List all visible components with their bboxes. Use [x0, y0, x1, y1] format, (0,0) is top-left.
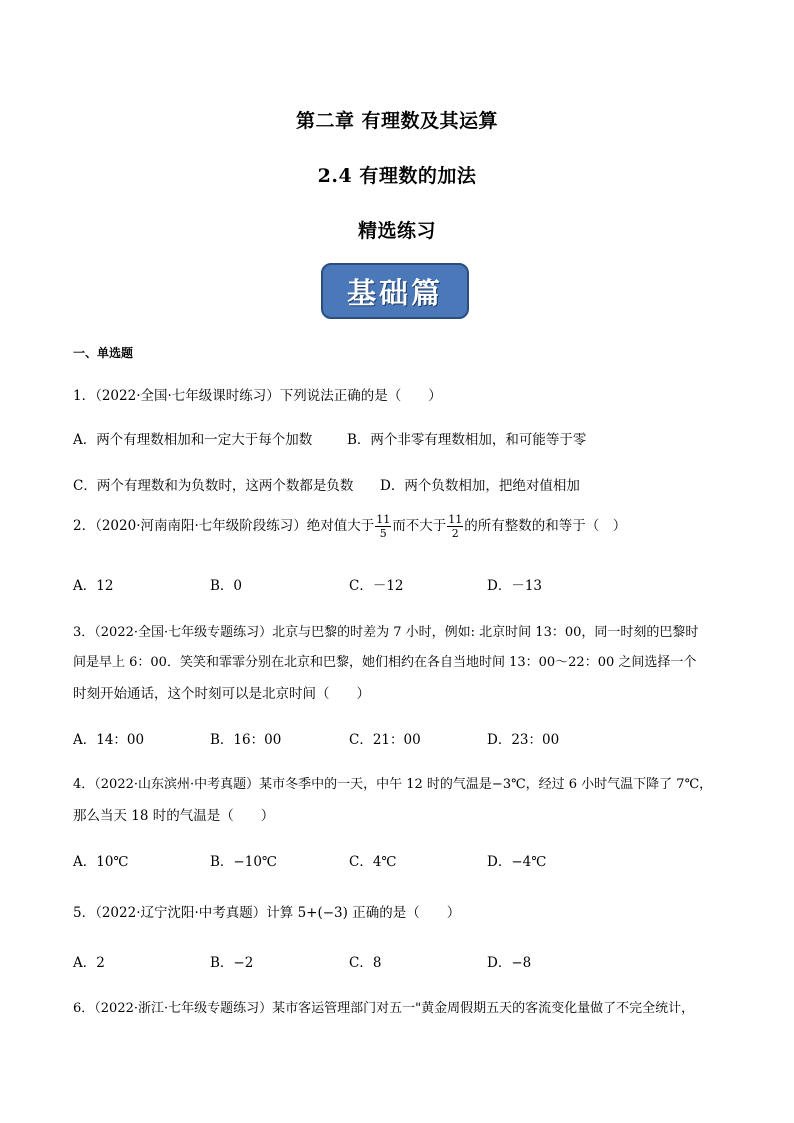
question-1-option-c: C．两个有理数和为负数时，这两个数都是负数: [73, 478, 354, 494]
fraction-denominator: 5: [379, 527, 387, 540]
question-2-option-c: C．－12: [349, 578, 404, 594]
question-3-option-b: B．16：00: [210, 732, 282, 748]
section-title: 2.4 有理数的加法: [317, 165, 477, 187]
question-5-option-b: B．−2: [210, 955, 254, 971]
question-3-option-c: C．21：00: [349, 732, 421, 748]
question-1-option-a: A．两个有理数相加和一定大于每个加数: [73, 432, 313, 448]
badge-label: 基础篇: [346, 275, 443, 310]
question-2-option-d: D．－13: [487, 578, 543, 594]
question-3-line-3: 时刻开始通话，这个时刻可以是北京时间（ ）: [73, 686, 370, 702]
question-2-option-a: A．12: [73, 578, 114, 594]
question-3-line-1: 3．（2022·全国·七年级专题练习）北京与巴黎的时差为 7 小时，例如: 北京时间 13：00，同一时刻的巴黎时: [73, 625, 699, 640]
question-5-option-c: C．8: [349, 955, 382, 971]
question-4-option-a: A．10℃: [73, 854, 129, 870]
question-3-option-d: D．23：00: [487, 732, 560, 748]
question-2-stem-part-b: 而不大于: [392, 518, 447, 534]
question-2-option-b: B．0: [210, 578, 243, 594]
question-6-line-1: 6．（2022·浙江·七年级专题练习）某市客运管理部门对五一"黄金周假期五天的客流变化量做了不完全统计，: [73, 1001, 695, 1016]
question-4-option-d: D．−4℃: [487, 854, 547, 870]
part-heading: 一、单选题: [73, 346, 134, 360]
question-1-stem: 1．（2022·全国·七年级课时练习）下列说法正确的是（ ）: [73, 388, 442, 404]
question-4-line-1: 4．（2022·山东滨州·中考真题）某市冬季中的一天，中午 12 时的气温是−3℃，经过 6 小时气温下降了 7℃，: [73, 777, 713, 792]
question-2-stem: [73, 513, 626, 540]
question-3-option-a: A．14：00: [73, 732, 145, 748]
question-5-option-d: D．−8: [487, 955, 532, 971]
question-4-line-2: 那么当天 18 时的气温是（ ）: [73, 808, 275, 824]
question-4-option-c: C．4℃: [349, 854, 397, 870]
question-4-option-b: B．−10℃: [210, 854, 278, 870]
question-2-stem-part-c: 的所有整数的和等于（ ）: [464, 518, 627, 534]
question-1-option-b: B．两个非零有理数相加，和可能等于零: [347, 432, 587, 448]
chapter-title: 第二章 有理数及其运算: [295, 110, 499, 132]
fraction-11-5: [375, 513, 391, 540]
fraction-numerator: 11: [376, 513, 391, 526]
question-2-stem-part-a: 2．（2020·河南南阳·七年级阶段练习）绝对值大于: [73, 518, 375, 534]
fraction-11-2: [447, 513, 463, 540]
fraction-numerator: 11: [448, 513, 463, 526]
question-5-stem: 5．（2022·辽宁沈阳·中考真题）计算 5+(−3) 正确的是（ ）: [73, 905, 461, 921]
level-badge: [321, 263, 469, 319]
question-5-option-a: A．2: [73, 955, 105, 971]
question-3-line-2: 间是早上 6：00．笑笑和霏霏分别在北京和巴黎，她们相约在各自当地时间 13：00～22：00 之间选择一个: [73, 655, 697, 670]
subtitle: 精选练习: [357, 220, 436, 242]
question-1-option-d: D．两个负数相加，把绝对值相加: [380, 478, 580, 494]
fraction-denominator: 2: [451, 527, 459, 540]
